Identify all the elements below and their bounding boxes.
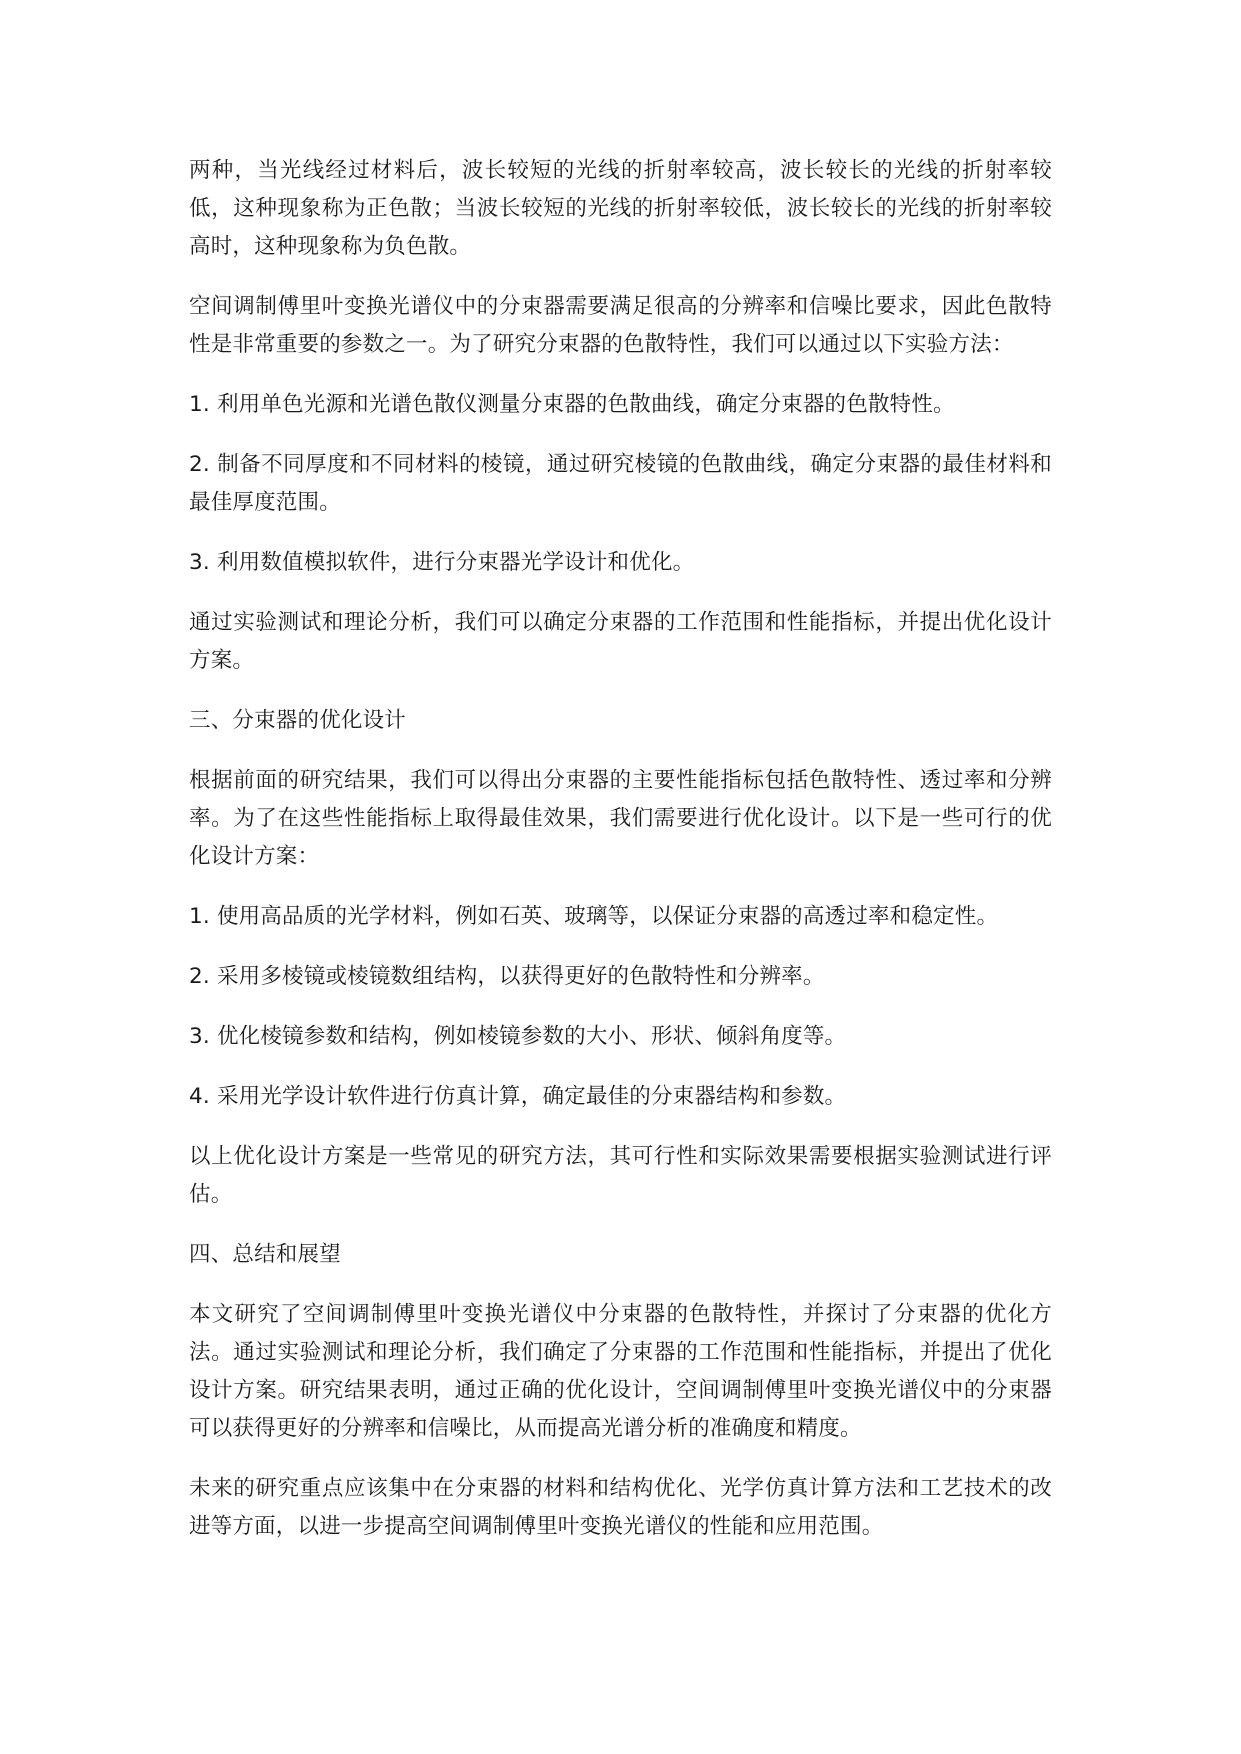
list-item-optimization-2: 2. 采用多棱镜或棱镜数组结构，以获得更好的色散特性和分辨率。 <box>189 964 825 989</box>
list-item-method-3: 3. 利用数值模拟软件，进行分束器光学设计和优化。 <box>189 550 695 575</box>
list-item-method-1: 1. 利用单色光源和光谱色散仪测量分束器的色散曲线，确定分束器的色散特性。 <box>189 392 955 417</box>
paragraph-optimization-summary: 以上优化设计方案是一些常见的研究方法，其可行性和实际效果需要根据实验测试进行评估。 <box>189 1144 1052 1207</box>
paragraph-outlook: 未来的研究重点应该集中在分束器的材料和结构优化、光学仿真计算方法和工艺技术的改进等方面，以进一步提高空间调制傅里叶变换光谱仪的性能和应用范围。 <box>189 1476 1052 1539</box>
list-item-optimization-4: 4. 采用光学设计软件进行仿真计算，确定最佳的分束器结构和参数。 <box>189 1084 847 1109</box>
paragraph-experiment-conclusion: 通过实验测试和理论分析，我们可以确定分束器的工作范围和性能指标，并提出优化设计方案。 <box>189 610 1052 673</box>
paragraph-dispersion-definition: 两种，当光线经过材料后，波长较短的光线的折射率较高，波长较长的光线的折射率较低，这种现象称为正色散；当波长较短的光线的折射率较低，波长较长的光线的折射率较高时，这种现象称为负色散。 <box>189 158 1052 259</box>
paragraph-beamsplitter-requirements: 空间调制傅里叶变换光谱仪中的分束器需要满足很高的分辨率和信噪比要求，因此色散特性是非常重要的参数之一。为了研究分束器的色散特性，我们可以通过以下实验方法： <box>189 294 1052 357</box>
list-item-method-2: 2. 制备不同厚度和不同材料的棱镜，通过研究棱镜的色散曲线，确定分束器的最佳材料和最佳厚度范围。 <box>189 452 1052 515</box>
paragraph-summary: 本文研究了空间调制傅里叶变换光谱仪中分束器的色散特性，并探讨了分束器的优化方法。通过实验测试和理论分析，我们确定了分束器的工作范围和性能指标，并提出了优化设计方案。研究结果表明，通过正确的优化设计，空间调制傅里叶变换光谱仪中的分束器可以获得更好的分辨率和信噪比，从而提高光谱分析的准确度和精度。 <box>189 1302 1052 1441</box>
list-item-optimization-3: 3. 优化棱镜参数和结构，例如棱镜参数的大小、形状、倾斜角度等。 <box>189 1024 847 1049</box>
list-item-optimization-1: 1. 使用高品质的光学材料，例如石英、玻璃等，以保证分束器的高透过率和稳定性。 <box>189 904 999 929</box>
section-heading-summary: 四、总结和展望 <box>189 1242 341 1267</box>
document-body <box>189 152 1052 1568</box>
section-heading-optimization: 三、分束器的优化设计 <box>189 708 407 733</box>
paragraph-optimization-intro: 根据前面的研究结果，我们可以得出分束器的主要性能指标包括色散特性、透过率和分辨率。为了在这些性能指标上取得最佳效果，我们需要进行优化设计。以下是一些可行的优化设计方案： <box>189 768 1052 869</box>
